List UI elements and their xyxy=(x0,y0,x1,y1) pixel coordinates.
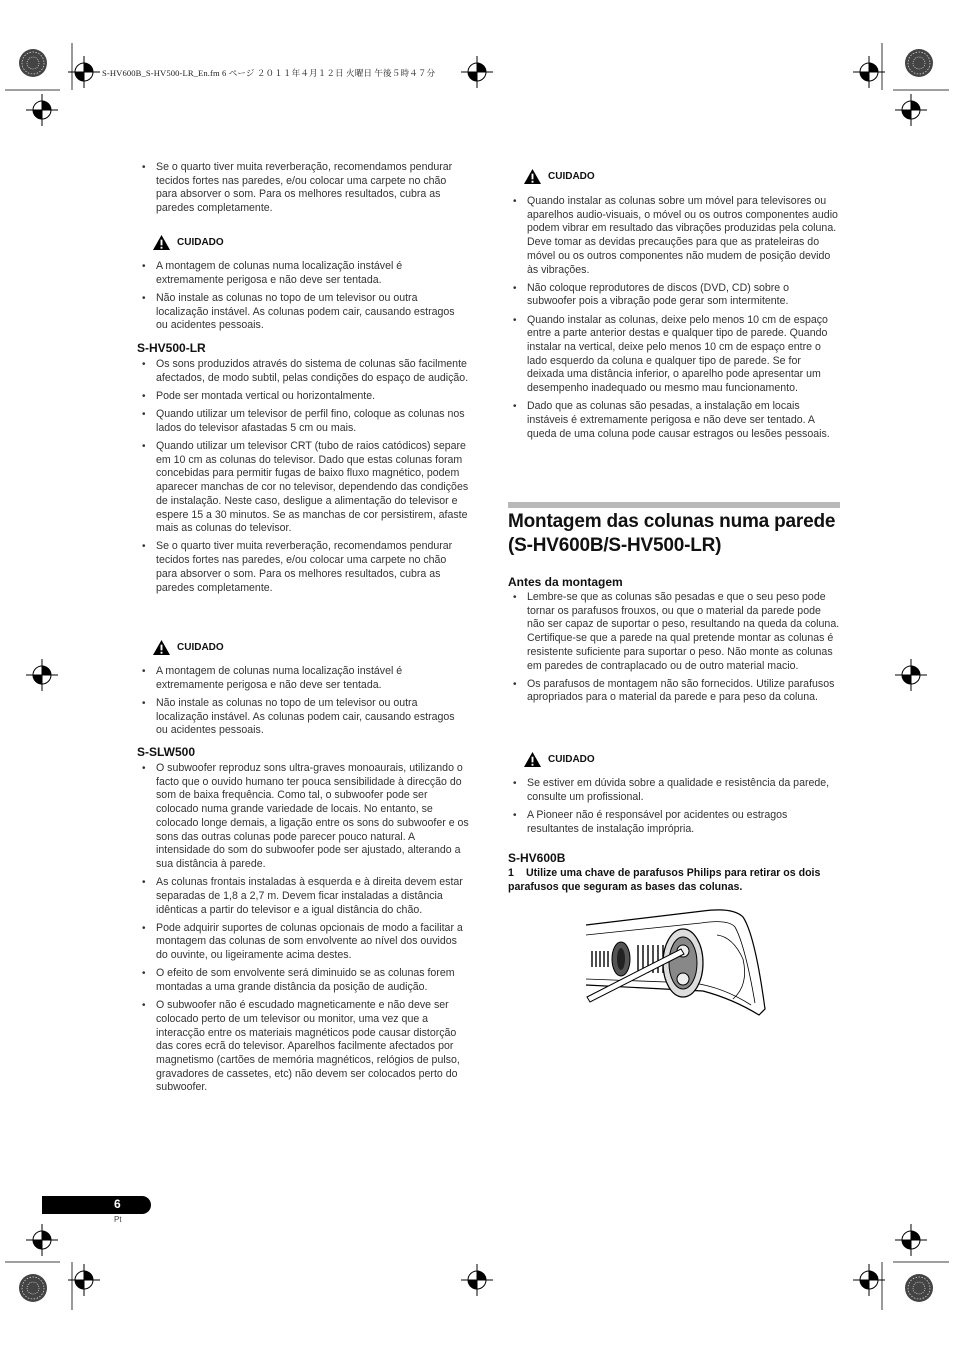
section-heading: Antes da montagem xyxy=(508,575,623,589)
s-hv600b-section xyxy=(508,851,840,894)
section-heading: S-HV600B xyxy=(508,851,566,865)
section-title-line-2: (S-HV600B/S-HV500-LR) xyxy=(508,535,722,556)
warning-icon xyxy=(152,234,171,251)
list-item: • Se o quarto tiver muita reverberação, recomendamos pendurar tecidos fortes nas paredes, e/ou colocar uma carpete no chão para absorver o som. Para os melhores resultados, cubra as paredes completamente. xyxy=(137,540,469,595)
caution-bullet-list xyxy=(137,665,469,738)
section-bullet-list xyxy=(137,358,469,595)
step-instruction xyxy=(508,867,840,894)
caution-heading xyxy=(523,749,840,769)
file-header-line: S-HV600B_S-HV500-LR_En.fm 6 ページ ２０１１年４月１２日 火曜日 午後５時４７分 xyxy=(102,68,436,78)
list-item: • Não instale as colunas no topo de um televisor ou outra localização instável. As colunas podem cair, causando estragos ou acidentes pessoais. xyxy=(137,697,469,738)
section-bullet-list xyxy=(508,591,840,705)
list-item: • A Pioneer não é responsável por acidentes ou estragos resultantes de instalação imprópria. xyxy=(508,809,840,836)
step-text: Utilize uma chave de parafusos Philips para retirar os dois parafusos que seguram as bases das colunas. xyxy=(508,867,821,893)
list-item: • O subwoofer reproduz sons ultra-graves monoaurais, utilizando o facto que o ouvido humano ter pouca sensibilidade à direcção do som de baixa frequência. Como tal, o subwoofer pode ser colocado numa grande variedade de locais. No entanto, se colocado longe demais, a ligação entre os sons do subwoofer e os sons das outras colunas pode parecer pouco natural. A intensidade do som do subwoofer pode ser ajustado, alterando a sua distância à parede. xyxy=(137,762,469,872)
list-item: • Quando instalar as colunas, deixe pelo menos 10 cm de espaço entre a parte anterior destas e qualquer tipo de parede. Quando instalar na vertical, deixe pelo menos 10 cm de espaço entre o lado esquerdo da coluna e qualquer tipo de parede. Se for deixada uma distância inferior, o aparelho pode apresentar um desempenho inadequado ou mesmo mau funcionamento. xyxy=(508,314,840,396)
list-item: • As colunas frontais instaladas à esquerda e à direita devem estar separadas de 1,8 a 2,7 m. Devem ficar instaladas a distância idênticas a partir do televisor e a igual distância do chão. xyxy=(137,876,469,917)
list-item: • Quando utilizar um televisor de perfil fino, coloque as colunas nos lados do televisor afastadas 5 cm ou mais. xyxy=(137,408,469,435)
list-item: • Dado que as colunas são pesadas, a instalação em locais instáveis é extremamente perigosa e não deve ser tentado. A queda de uma coluna pode causar estragos ou lesões pessoais. xyxy=(508,400,840,441)
caution-block-1 xyxy=(137,232,469,338)
caution-bullet-list xyxy=(137,260,469,333)
list-item: • Quando instalar as colunas sobre um móvel para televisores ou aparelhos audio-visuais, o móvel ou os outros componentes audio podem vibrar em resultado das vibrações produzidas pela coluna. Deve tomar as devidas precauções para que as prateleiras do móvel ou os outros componentes não mudem de posição devido às vibrações. xyxy=(508,195,840,277)
list-item: • Pode ser montada vertical ou horizontalmente. xyxy=(137,390,469,404)
intro-bullet-list xyxy=(137,161,469,216)
list-item: • Se o quarto tiver muita reverberação, recomendamos pendurar tecidos fortes nas paredes, e/ou colocar uma carpete no chão para absorver o som. Para os melhores resultados, cubra as paredes completamente. xyxy=(137,161,469,216)
section-title xyxy=(508,510,840,558)
speaker-screwdriver-illustration xyxy=(583,905,768,1017)
list-item: • O subwoofer não é escudado magneticamente e não deve ser colocado perto de um televisor ou monitor, uma vez que a interacção entre os materiais magnéticos pode causar distorção das cores ecrã do televisor. Aparelhos facilmente afectados por magnetismo (cartões de memória magnéticos, relógios de pulso, gravadores de cassetes, etc) não devem ser colocados perto do subwoofer. xyxy=(137,999,469,1095)
s-slw500-section xyxy=(137,745,469,1100)
section-heading: S-HV500-LR xyxy=(137,341,206,355)
list-item: • Os sons produzidos através do sistema de colunas são facilmente afectados, de modo subtil, pelas condições do espaço de audição. xyxy=(137,358,469,385)
caution-heading xyxy=(152,232,469,252)
s-hv500-lr-section xyxy=(137,341,469,600)
list-item: • A montagem de colunas numa localização instável é extremamente perigosa e não deve ser tentada. xyxy=(137,665,469,692)
list-item: • Os parafusos de montagem não são fornecidos. Utilize parafusos apropriados para o material da parede e para peso da coluna. xyxy=(508,678,840,705)
warning-icon xyxy=(152,639,171,656)
left-column xyxy=(137,161,469,220)
caution-block-2 xyxy=(137,637,469,743)
page-number-tab xyxy=(42,1196,151,1214)
list-item: • Não instale as colunas no topo de um televisor ou outra localização instável. As colunas podem cair, causando estragos ou acidentes pessoais. xyxy=(137,292,469,333)
page-number: 6 xyxy=(114,1197,121,1211)
caution-label: CUIDADO xyxy=(177,641,224,653)
caution-heading xyxy=(152,637,469,657)
list-item: • O efeito de som envolvente será diminuido se as colunas forem montadas a uma grande distância da posição de audição. xyxy=(137,967,469,994)
caution-block-3 xyxy=(508,166,840,446)
list-item: • Quando utilizar um televisor CRT (tubo de raios catódicos) separe em 10 cm as colunas do televisor. Dado que estas colunas foram concebidas para permitir fugas de baixo fluxo magnético, podem aparecer manchas de cor no televisor, dependendo das condições de instalação. Neste caso, desligue a alimentação do televisor e espere 15 a 30 minutos. Se as manchas de cor persistirem, afaste mais as colunas do televisor. xyxy=(137,440,469,536)
section-title-line-1: Montagem das colunas numa parede xyxy=(508,511,836,532)
antes-da-montagem-section xyxy=(508,575,840,710)
caution-label: CUIDADO xyxy=(548,753,595,765)
language-code: Pt xyxy=(114,1215,122,1224)
section-bullet-list xyxy=(137,762,469,1095)
caution-label: CUIDADO xyxy=(548,170,595,182)
warning-icon xyxy=(523,168,542,185)
caution-block-4 xyxy=(508,749,840,841)
list-item: • Não coloque reprodutores de discos (DVD, CD) sobre o subwoofer pois a vibração pode gerar som intermitente. xyxy=(508,282,840,309)
caution-bullet-list xyxy=(508,777,840,836)
list-item: • Pode adquirir suportes de colunas opcionais de modo a facilitar a montagem das colunas de som envolvente ao nível dos ouvidos do ouvinte, ou ligeiramente acima destes. xyxy=(137,922,469,963)
step-number: 1 xyxy=(508,867,514,879)
section-heading: S-SLW500 xyxy=(137,745,196,759)
list-item: • A montagem de colunas numa localização instável é extremamente perigosa e não deve ser tentada. xyxy=(137,260,469,287)
list-item: • Se estiver em dúvida sobre a qualidade e resistência da parede, consulte um profissional. xyxy=(508,777,840,804)
section-divider-bar xyxy=(508,502,840,508)
caution-label: CUIDADO xyxy=(177,236,224,248)
list-item: • Lembre-se que as colunas são pesadas e que o seu peso pode tornar os parafusos frouxos, ou que o material da parede pode não ser capaz de suportar o peso, resultando na queda da coluna. Certifique-se que a parede na qual pretende montar as colunas é resistente suficiente para suportar o peso. Não monte as colunas em paredes de contraplacado ou de outro material macio. xyxy=(508,591,840,673)
caution-heading xyxy=(523,166,840,186)
caution-bullet-list xyxy=(508,195,840,441)
warning-icon xyxy=(523,751,542,768)
